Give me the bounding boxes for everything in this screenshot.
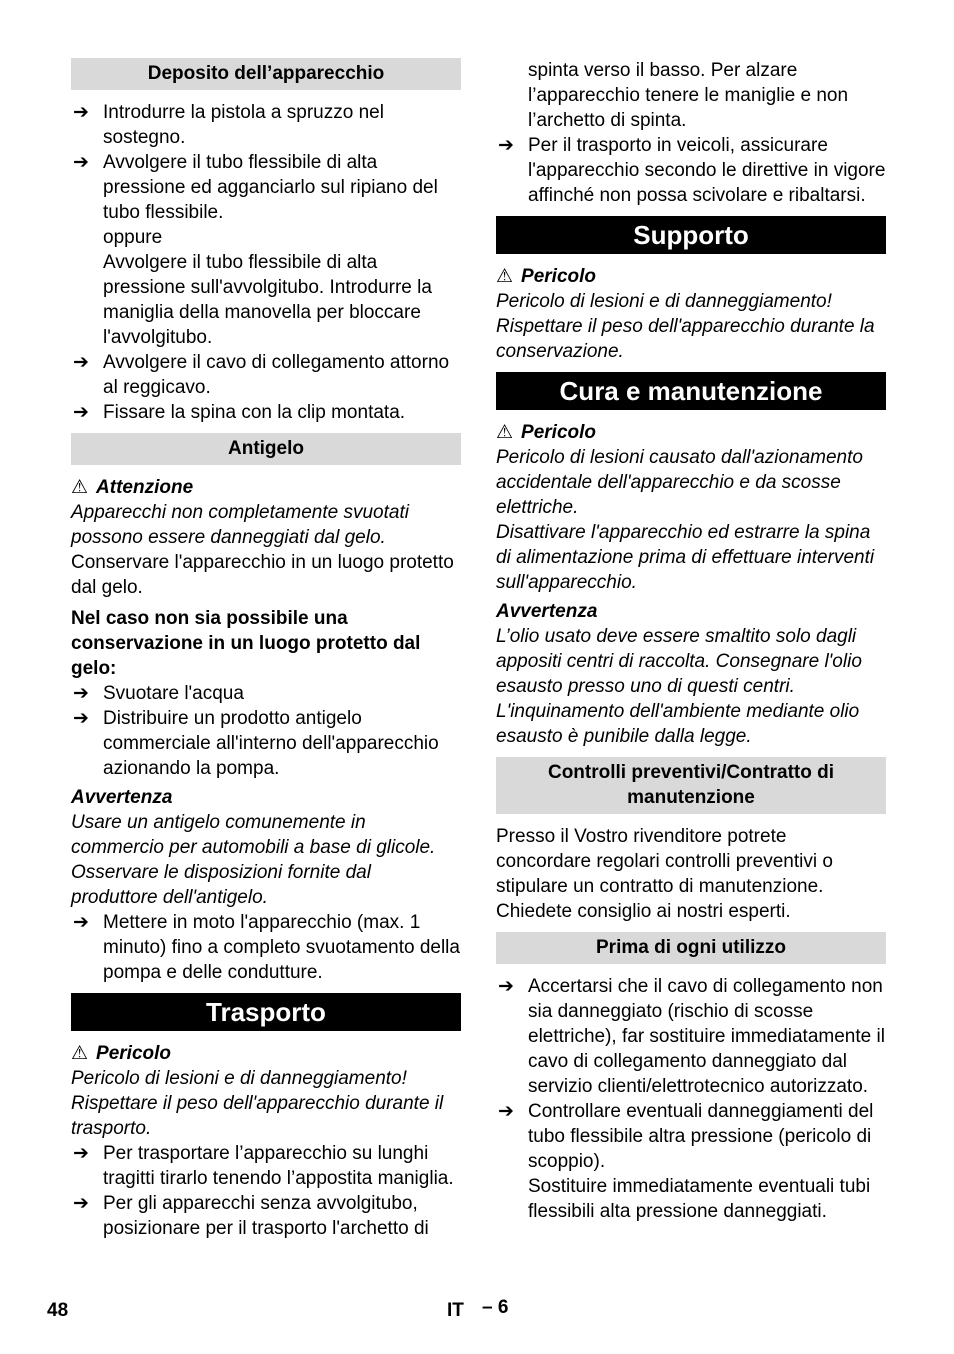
language-code: IT bbox=[447, 1300, 464, 1321]
note-heading: Avvertenza bbox=[71, 787, 173, 808]
arrow-icon: ➔ bbox=[498, 135, 514, 156]
warning-icon: ⚠ bbox=[71, 1043, 89, 1064]
warning-text: Pericolo di lesioni e di danneggiamento! Rispettare il peso dell'apparecchio durante la conservazione. bbox=[496, 291, 875, 362]
list-item: ➔ Distribuire un prodotto antigelo commerciale all'interno dell'apparecchio azionando la pompa. bbox=[73, 708, 439, 779]
arrow-icon: ➔ bbox=[73, 352, 89, 373]
note-text: Osservare le disposizioni fornite dal produttore dell'antigelo. bbox=[71, 862, 371, 908]
paragraph: Presso il Vostro rivenditore potrete concordare regolari controlli preventivi o stipulare un contratto di manutenzione. Chiedete consiglio ai nostri esperti. bbox=[496, 826, 833, 922]
list-item: ➔ Per il trasporto in veicoli, assicurare l'apparecchio secondo le direttive in vigore affinché non possa scivolare e ribaltarsi. bbox=[498, 135, 886, 206]
bold-paragraph: Nel caso non sia possibile una conservazione in un luogo protetto dal gelo: bbox=[71, 608, 421, 679]
note-text: Usare un antigelo comunemente in commercio per automobili a base di glicole. bbox=[71, 812, 436, 858]
right-column bbox=[496, 58, 886, 1224]
section-title-deposito: Deposito dell’apparecchio bbox=[71, 58, 461, 90]
list-item: ➔ Svuotare l'acqua bbox=[73, 683, 244, 704]
arrow-icon: ➔ bbox=[498, 976, 514, 997]
note-text: L’olio usato deve essere smaltito solo dagli appositi centri di raccolta. Consegnare l'olio esausto presso uno di questi centri. L'inquinamento dell'ambiente mediante olio esausto è punibile dalla legge. bbox=[496, 626, 862, 747]
section-title-supporto: Supporto bbox=[496, 216, 886, 254]
arrow-icon: ➔ bbox=[498, 1101, 514, 1122]
arrow-icon: ➔ bbox=[73, 1143, 89, 1164]
arrow-icon: ➔ bbox=[73, 152, 89, 173]
list-item: ➔ Per gli apparecchi senza avvolgitubo, posizionare per il trasporto l'archetto di bbox=[73, 1193, 429, 1239]
list-item: ➔ Per trasportare l’apparecchio su lunghi tragitti tirarlo tenendo l’appostita maniglia. bbox=[73, 1143, 454, 1189]
list-item: ➔ Controllare eventuali danneggiamenti del tubo flessibile altra pressione (pericolo di scoppio). bbox=[498, 1101, 874, 1172]
list-item-continuation: Sostituire immediatamente eventuali tubi flessibili alta pressione danneggiati. bbox=[528, 1176, 871, 1222]
warning-text: Pericolo di lesioni e di danneggiamento! Rispettare il peso dell'apparecchio durante il trasporto. bbox=[71, 1068, 444, 1139]
arrow-icon: ➔ bbox=[73, 1193, 89, 1214]
note-heading: Avvertenza bbox=[496, 601, 598, 622]
sub-page-number: – 6 bbox=[482, 1297, 509, 1318]
paragraph: Conservare l'apparecchio in un luogo protetto dal gelo. bbox=[71, 552, 454, 598]
warning-text: Disattivare l'apparecchio ed estrarre la spina di alimentazione prima di effettuare interventi sull'apparecchio. bbox=[496, 522, 875, 593]
warning-text: Apparecchi non completamente svuotati possono essere danneggiati dal gelo. bbox=[71, 502, 409, 548]
arrow-icon: ➔ bbox=[73, 708, 89, 729]
warning-heading: ⚠ Pericolo bbox=[496, 422, 597, 443]
list-item: ➔ Avvolgere il cavo di collegamento attorno al reggicavo. bbox=[73, 352, 450, 398]
list-item: ➔ Fissare la spina con la clip montata. bbox=[73, 402, 406, 423]
warning-heading: ⚠ Pericolo bbox=[71, 1043, 172, 1064]
warning-icon: ⚠ bbox=[496, 266, 514, 287]
warning-heading: ⚠ Pericolo bbox=[496, 266, 597, 287]
section-title-antigelo: Antigelo bbox=[71, 433, 461, 465]
left-column bbox=[71, 58, 461, 1241]
list-item-continuation: spinta verso il basso. Per alzare l’apparecchio tenere le maniglie e non l’archetto di spinta. bbox=[528, 60, 849, 131]
list-item: ➔ Accertarsi che il cavo di collegamento non sia danneggiato (rischio di scosse elettriche), far sostituire immediatamente il cavo di collegamento danneggiato dal servizio clienti/elettrotecnico autorizzato. bbox=[498, 976, 885, 1097]
list-item-continuation: Avvolgere il tubo flessibile di alta pressione sull'avvolgitubo. Introdurre la maniglia della manovella per bloccare l'avvolgitubo. bbox=[103, 252, 432, 348]
arrow-icon: ➔ bbox=[73, 402, 89, 423]
warning-icon: ⚠ bbox=[496, 422, 514, 443]
list-item: ➔ Mettere in moto l'apparecchio (max. 1 minuto) fino a completo svuotamento della pompa e delle condutture. bbox=[73, 912, 460, 983]
warning-icon: ⚠ bbox=[71, 477, 89, 498]
list-item: ➔ Introdurre la pistola a spruzzo nel sostegno. bbox=[73, 102, 384, 148]
section-title-trasporto: Trasporto bbox=[71, 993, 461, 1031]
page-number: 48 bbox=[47, 1300, 69, 1321]
warning-text: Pericolo di lesioni causato dall'azionamento accidentale dell'apparecchio e da scosse elettriche. bbox=[496, 447, 863, 518]
list-item: ➔ Avvolgere il tubo flessibile di alta pressione ed agganciarlo sul ripiano del tubo flessibile. bbox=[73, 152, 438, 223]
section-title-cura: Cura e manutenzione bbox=[496, 372, 886, 410]
text-oppure: oppure bbox=[103, 227, 163, 248]
arrow-icon: ➔ bbox=[73, 102, 89, 123]
arrow-icon: ➔ bbox=[73, 912, 89, 933]
arrow-icon: ➔ bbox=[73, 683, 89, 704]
section-title-prima: Prima di ogni utilizzo bbox=[496, 932, 886, 964]
warning-heading: ⚠ Attenzione bbox=[71, 477, 194, 498]
section-title-controlli: Controlli preventivi/Contratto di manutenzione bbox=[496, 757, 886, 814]
